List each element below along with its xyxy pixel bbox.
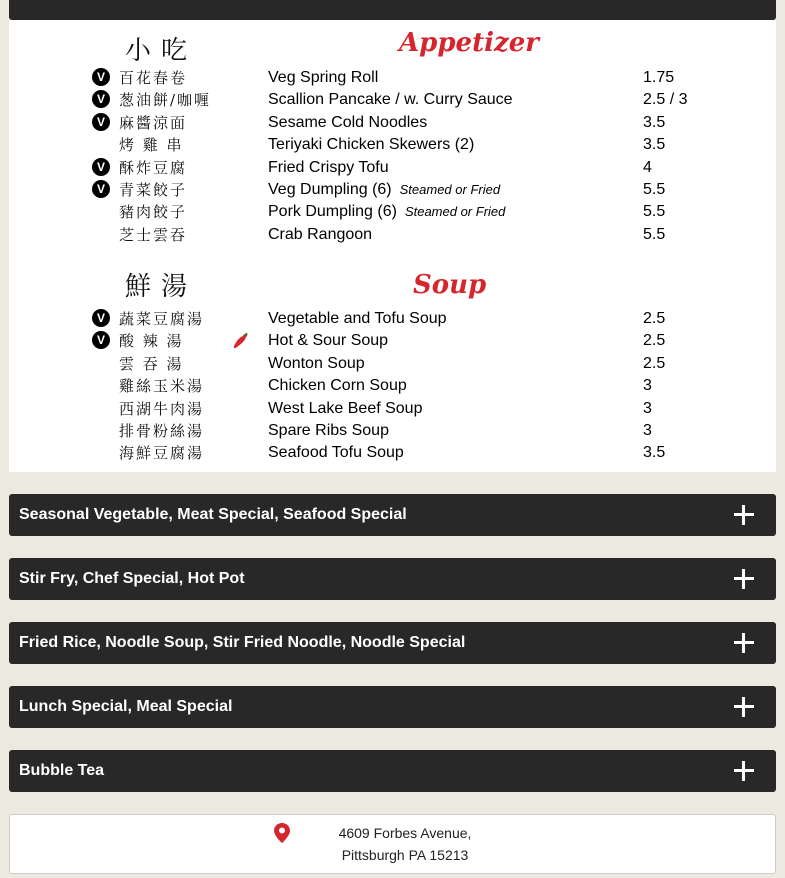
menu-item-name xyxy=(268,353,365,375)
menu-item-price: 3 xyxy=(643,422,652,439)
menu-item-name-text: Fried Crispy Tofu xyxy=(268,158,389,176)
menu-item-price: 3 xyxy=(643,377,652,395)
menu-item-row xyxy=(9,112,776,134)
menu-item-price: 2.5 / 3 xyxy=(643,91,688,109)
menu-item-name-text: Pork Dumpling (6) xyxy=(268,203,397,221)
menu-item-row xyxy=(9,67,776,89)
menu-item-name-zh: 酸 辣 湯 xyxy=(119,332,184,351)
section-title: Seasonal Vegetable, Meat Special, Seafood Special xyxy=(19,506,407,523)
menu-item-price: 3.5 xyxy=(643,113,666,131)
menu-item-name-text: Vegetable and Tofu Soup xyxy=(268,310,447,327)
menu-item-name-zh: 排骨粉絲湯 xyxy=(119,422,205,440)
menu-item-row xyxy=(9,442,776,464)
section-header-appetizers-soup[interactable] xyxy=(9,0,776,20)
menu-item-price: 3.5 xyxy=(643,444,666,462)
vegetarian-badge-icon: V xyxy=(92,68,110,86)
menu-item-name-zh: 豬肉餃子 xyxy=(119,203,188,222)
menu-item-name-text: Chicken Corn Soup xyxy=(268,377,407,395)
menu-item-name xyxy=(268,375,407,397)
menu-item-name-text: Veg Dumpling (6) xyxy=(268,181,392,198)
plus-icon[interactable] xyxy=(734,633,754,653)
menu-item-row xyxy=(9,224,776,246)
menu-item-row xyxy=(9,398,776,420)
section-header[interactable] xyxy=(9,686,776,728)
vegetarian-badge-icon: V xyxy=(92,90,110,108)
menu-item-name xyxy=(268,179,500,201)
section-title: Stir Fry, Chef Special, Hot Pot xyxy=(19,570,245,587)
soup-heading-zh: 鮮湯 xyxy=(125,272,198,302)
vegetarian-badge-icon: V xyxy=(92,309,110,327)
menu-item-name-text: Scallion Pancake / w. Curry Sauce xyxy=(268,91,513,109)
menu-item-row xyxy=(9,330,776,352)
address-line-1: 4609 Forbes Avenue, xyxy=(338,825,472,841)
menu-item-name xyxy=(268,442,404,464)
menu-item-name xyxy=(268,224,372,246)
menu-item-name xyxy=(268,134,474,156)
plus-icon[interactable] xyxy=(734,697,754,717)
vegetarian-badge-icon: V xyxy=(92,158,110,176)
menu-item-row xyxy=(9,308,776,330)
menu-item-row xyxy=(9,353,776,375)
menu-item-name-text: Wonton Soup xyxy=(268,354,365,372)
vegetarian-badge-icon: V xyxy=(92,180,110,198)
menu-item-name xyxy=(268,420,389,442)
appetizer-heading-zh: 小吃 xyxy=(125,36,198,66)
menu-item-price: 3.5 xyxy=(643,136,666,154)
menu-item-row xyxy=(9,89,776,111)
menu-item-name-zh: 芝士雲吞 xyxy=(119,225,188,244)
menu-item-name xyxy=(268,201,505,223)
menu-item-name-text: Veg Spring Roll xyxy=(268,69,379,86)
menu-item-row xyxy=(9,179,776,201)
menu-item-name xyxy=(268,330,388,352)
menu-item-name-zh: 蔬菜豆腐湯 xyxy=(119,310,205,328)
plus-icon[interactable] xyxy=(734,761,754,781)
section-title: Lunch Special, Meal Special xyxy=(19,698,233,715)
menu-panel-appetizers-soup xyxy=(9,20,776,472)
address-line-2: Pittsburgh PA 15213 xyxy=(341,847,469,863)
address-box xyxy=(9,814,776,874)
menu-item-price: 2.5 xyxy=(643,354,666,372)
chili-pepper-icon xyxy=(231,332,249,350)
menu-item-name-text: West Lake Beef Soup xyxy=(268,399,423,417)
menu-item-name xyxy=(268,157,389,179)
menu-item-name-text: Spare Ribs Soup xyxy=(268,422,389,439)
menu-item-name-text: Sesame Cold Noodles xyxy=(268,113,428,131)
menu-item-name xyxy=(268,308,447,330)
section-header[interactable] xyxy=(9,494,776,536)
menu-item-name-zh: 海鮮豆腐湯 xyxy=(119,444,205,463)
menu-item-price: 1.75 xyxy=(643,69,675,86)
menu-item-price: 2.5 xyxy=(643,310,666,327)
appetizer-heading-en: Appetizer xyxy=(399,28,539,58)
menu-item-row xyxy=(9,420,776,442)
menu-item-name xyxy=(268,112,427,134)
menu-item-name xyxy=(268,67,378,89)
menu-item-name-zh: 烤 雞 串 xyxy=(119,136,184,155)
menu-item-name-text: Seafood Tofu Soup xyxy=(268,444,404,462)
menu-item-name-zh: 葱油餅/咖喱 xyxy=(119,91,212,110)
menu-item-row xyxy=(9,201,776,223)
menu-item-note: Steamed or Fried xyxy=(404,204,506,220)
menu-item-name xyxy=(268,89,513,111)
menu-item-name-zh: 百花春卷 xyxy=(119,69,188,87)
vegetarian-badge-icon: V xyxy=(92,331,110,349)
menu-item-price: 3 xyxy=(643,399,652,417)
soup-heading-en: Soup xyxy=(413,270,487,300)
menu-item-price: 5.5 xyxy=(643,225,666,243)
menu-item-price: 4 xyxy=(643,158,652,176)
menu-item-price: 2.5 xyxy=(643,332,666,350)
menu-item-name-text: Hot & Sour Soup xyxy=(268,332,389,350)
menu-item-name-text: Teriyaki Chicken Skewers (2) xyxy=(268,136,475,154)
menu-item-name-zh: 雲 吞 湯 xyxy=(119,354,184,373)
menu-item-name-zh: 西湖牛肉湯 xyxy=(119,399,205,418)
section-header[interactable] xyxy=(9,750,776,792)
menu-item-name-zh: 青菜餃子 xyxy=(119,181,188,199)
menu-item-name-zh: 麻醬涼面 xyxy=(119,113,188,132)
vegetarian-badge-icon: V xyxy=(92,113,110,131)
plus-icon[interactable] xyxy=(734,505,754,525)
section-title: Bubble Tea xyxy=(19,762,105,779)
menu-item-note: Steamed or Fried xyxy=(399,182,501,197)
menu-item-row xyxy=(9,134,776,156)
menu-item-price: 5.5 xyxy=(643,181,666,198)
section-header[interactable] xyxy=(9,558,776,600)
plus-icon[interactable] xyxy=(734,569,754,589)
menu-item-row xyxy=(9,157,776,179)
menu-item-name-zh: 酥炸豆腐 xyxy=(119,158,188,177)
menu-item-name xyxy=(268,398,422,420)
section-header[interactable] xyxy=(9,622,776,664)
menu-item-name-zh: 雞絲玉米湯 xyxy=(119,377,205,396)
section-title: Fried Rice, Noodle Soup, Stir Fried Noodle, Noodle Special xyxy=(19,634,466,651)
menu-item-price: 5.5 xyxy=(643,203,666,221)
menu-item-row xyxy=(9,375,776,397)
menu-item-name-text: Crab Rangoon xyxy=(268,225,373,243)
